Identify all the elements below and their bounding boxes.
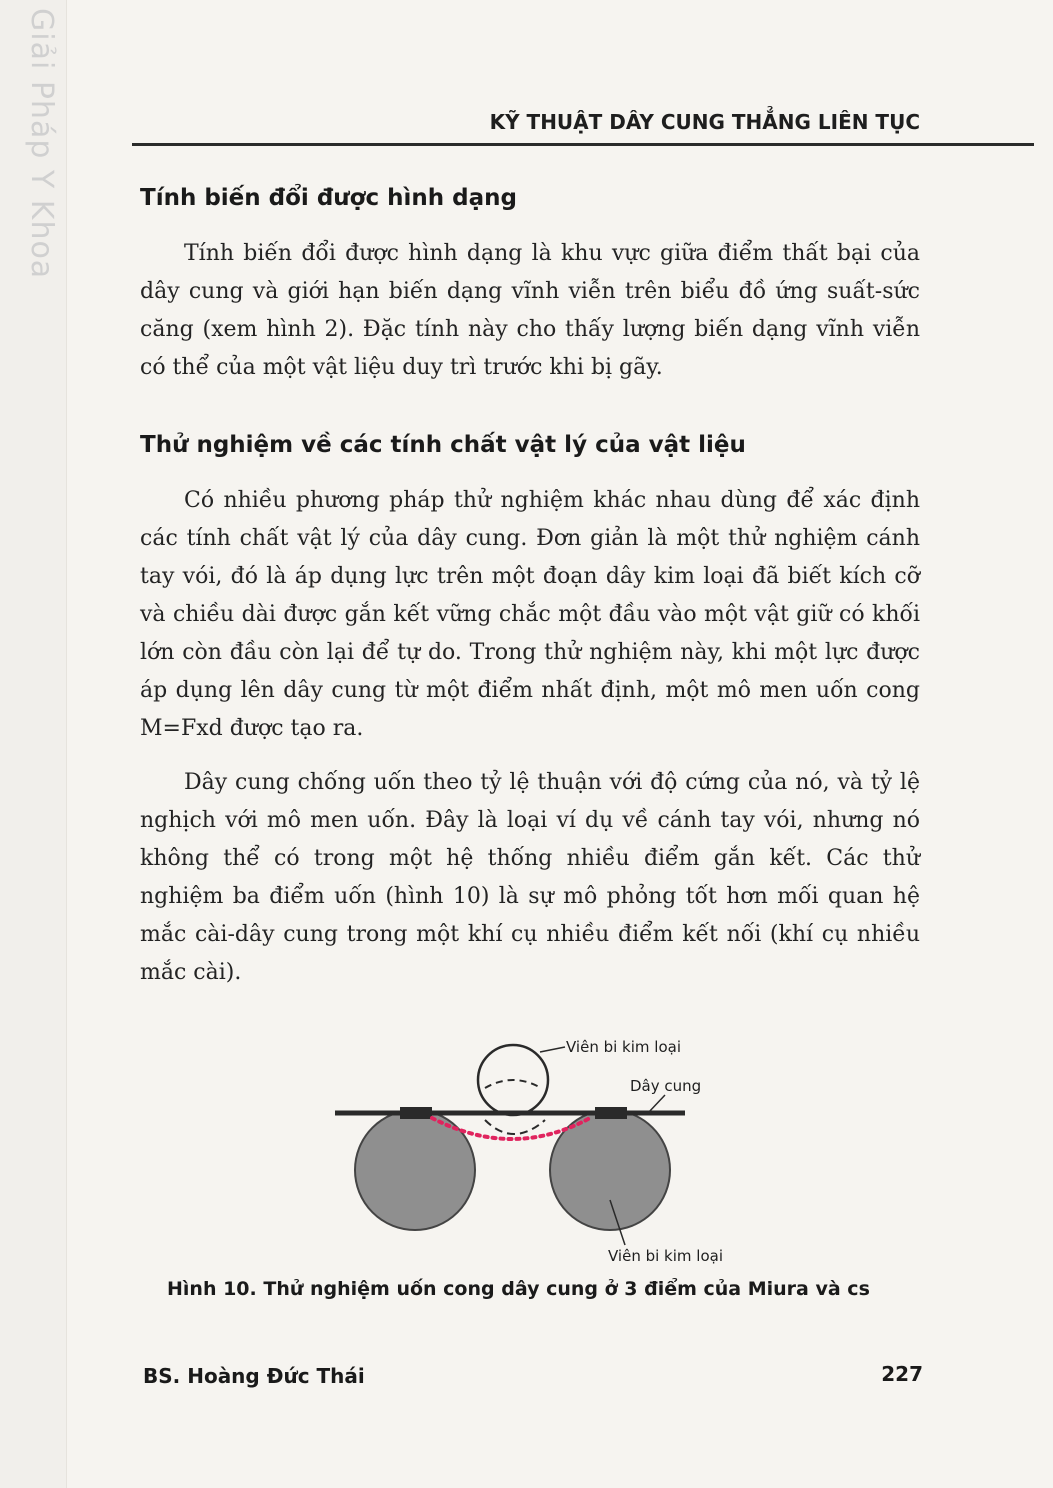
left-bracket [400,1107,432,1119]
three-point-bending-figure [320,1030,750,1270]
footer-author: BS. Hoàng Đức Thái [143,1364,365,1388]
section-heading-material-testing: Thử nghiệm về các tính chất vật lý của vật liệu [140,432,746,458]
ball-hidden-outline [485,1080,541,1088]
label-archwire: Dây cung [630,1077,702,1095]
paragraph-three-point-bending: Dây cung chống uốn theo tỷ lệ thuận với độ cứng của nó, và tỷ lệ nghịch với mô men uốn. Đây là loại ví dụ về cánh tay vói, nhưng nó không thể có trong một hệ thống nhiều điểm gắn kết. Các thử nghiệm ba điểm uốn (hình 10) là sự mô phỏng tốt hơn mối quan hệ mắc cài-dây cung trong một khí cụ nhiều điểm kết nối (khí cụ nhiều mắc cài). [140,770,920,985]
paragraph-testing-methods: Có nhiều phương pháp thử nghiệm khác nhau dùng để xác định các tính chất vật lý của dây cung. Đơn giản là một thử nghiệm cánh tay vói, đó là áp dụng lực trên một đoạn dây kim loại đã biết kích cỡ và chiều dài được gắn kết vững chắc một đầu vào một vật giữ có khối lớn còn đầu còn lại để tự do. Trong thử nghiệm này, khi một lực được áp dụng lên dây cung từ một điểm nhất định, một mô men uốn cong M=Fxd được tạo ra. [140,488,920,741]
page-number: 227 [881,1362,923,1386]
paragraph-shape-variability: Tính biến đổi được hình dạng là khu vực giữa điểm thất bại của dây cung và giới hạn biến dạng vĩnh viễn trên biểu đồ ứng suất-sức căng (xem hình 2). Đặc tính này cho thấy lượng biến dạng vĩnh viễn có thể của một vật liệu duy trì trước khi bị gãy. [140,241,920,380]
header-rule [132,143,1034,146]
right-bracket [595,1107,627,1119]
figure-caption: Hình 10. Thử nghiệm uốn cong dây cung ở 3 điểm của Miura và cs [167,1278,870,1300]
figure-diagram [320,1030,750,1270]
leader-wire [648,1095,665,1113]
label-bottom-metal-ball: Viên bi kim loại [608,1247,723,1265]
watermark: Giải Pháp Y Khoa [24,8,59,280]
ball-lower-outline [485,1120,545,1134]
section-heading-shape-variability: Tính biến đổi được hình dạng [140,185,517,211]
leader-top-ball [540,1047,565,1052]
running-header: KỸ THUẬT DÂY CUNG THẲNG LIÊN TỤC [489,110,920,134]
label-top-metal-ball: Viên bi kim loại [566,1038,681,1056]
